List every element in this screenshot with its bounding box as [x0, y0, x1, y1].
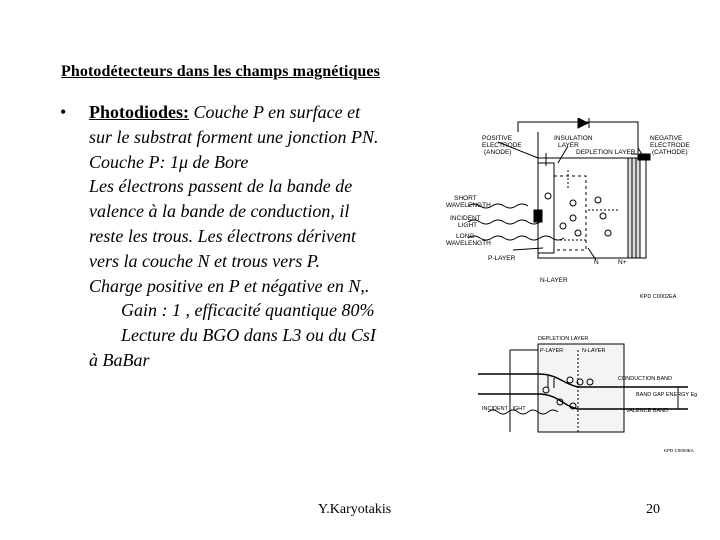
bullet-line-10: Lecture du BGO dans L3 ou du CsI: [121, 325, 376, 346]
label-band-p-layer: P-LAYER: [540, 348, 564, 354]
label-band-depletion: DEPLETION LAYER: [538, 336, 589, 342]
label-positive-electrode-2: ELECTRODE: [482, 142, 522, 149]
bullet-line-1: [89, 100, 430, 125]
bullet-icon: •: [60, 102, 67, 122]
bullet-item: [60, 100, 430, 373]
label-incident-light: INCIDENT: [450, 215, 481, 222]
label-n-plus: N+: [618, 259, 627, 266]
label-band-code: KPD C0003EA: [664, 448, 694, 453]
page-number: 20: [646, 502, 660, 517]
bullet-line-7: vers la couche N et trous vers P.: [89, 250, 320, 271]
bullet-line-1-text: Couche P en surface et: [189, 102, 361, 122]
label-negative-electrode: NEGATIVE: [650, 135, 683, 142]
label-short-wavelength: SHORT: [454, 195, 477, 202]
label-positive-electrode: POSITIVE: [482, 135, 512, 142]
label-band-incident-light: INCIDENT LIGHT: [482, 406, 526, 412]
footer-author: Y.Karyotakis: [318, 502, 392, 517]
photodiode-structure-diagram: [428, 118, 698, 303]
slide-title: Photodétecteurs dans les champs magnétiques: [61, 63, 380, 80]
label-negative-electrode-2: ELECTRODE: [650, 142, 690, 149]
bullet-line-2: sur le substrat forment une jonction PN.: [89, 126, 379, 147]
label-negative-electrode-3: (CATHODE): [652, 149, 688, 156]
bullet-line-9: Gain : 1 , efficacité quantique 80%: [121, 300, 375, 321]
label-valence-band: VALENCE BAND: [626, 408, 669, 414]
bullet-line-11: à BaBar: [89, 349, 150, 370]
bullet-lead: Photodiodes:: [89, 102, 190, 122]
label-band-gap: BAND GAP ENERGY Eg: [636, 392, 698, 398]
label-positive-electrode-3: (ANODE): [484, 149, 512, 156]
label-long-wavelength-2: WAVELENGTH: [446, 240, 491, 247]
label-insulation: INSULATION: [554, 135, 593, 142]
label-depletion: DEPLETION LAYER: [576, 149, 636, 156]
label-incident-light-2: LIGHT: [458, 222, 478, 229]
bullet-line-8: Charge positive en P et négative en N,.: [89, 275, 370, 296]
label-band-n-layer: N-LAYER: [582, 348, 606, 354]
label-conduction-band: CONDUCTION BAND: [618, 376, 673, 382]
label-insulation-2: LAYER: [558, 142, 579, 149]
label-short-wavelength-2: WAVELENGTH: [446, 202, 491, 209]
label-n-layer: N-LAYER: [540, 277, 568, 284]
label-n: N: [594, 259, 599, 266]
bullet-line-6: reste les trous. Les électrons dérivent: [89, 225, 356, 246]
bullet-line-3: Couche P: 1μ de Bore: [89, 151, 249, 172]
bullet-text: [89, 100, 430, 373]
label-p-layer: P-LAYER: [488, 255, 516, 262]
band-diagram: [478, 332, 700, 457]
label-diagram-code: KPD C0002EA: [640, 294, 677, 300]
bullet-line-4: Les électrons passent de la bande de: [89, 176, 353, 197]
label-long-wavelength: LONG: [456, 233, 475, 240]
bullet-line-5: valence à la bande de conduction, il: [89, 201, 350, 222]
